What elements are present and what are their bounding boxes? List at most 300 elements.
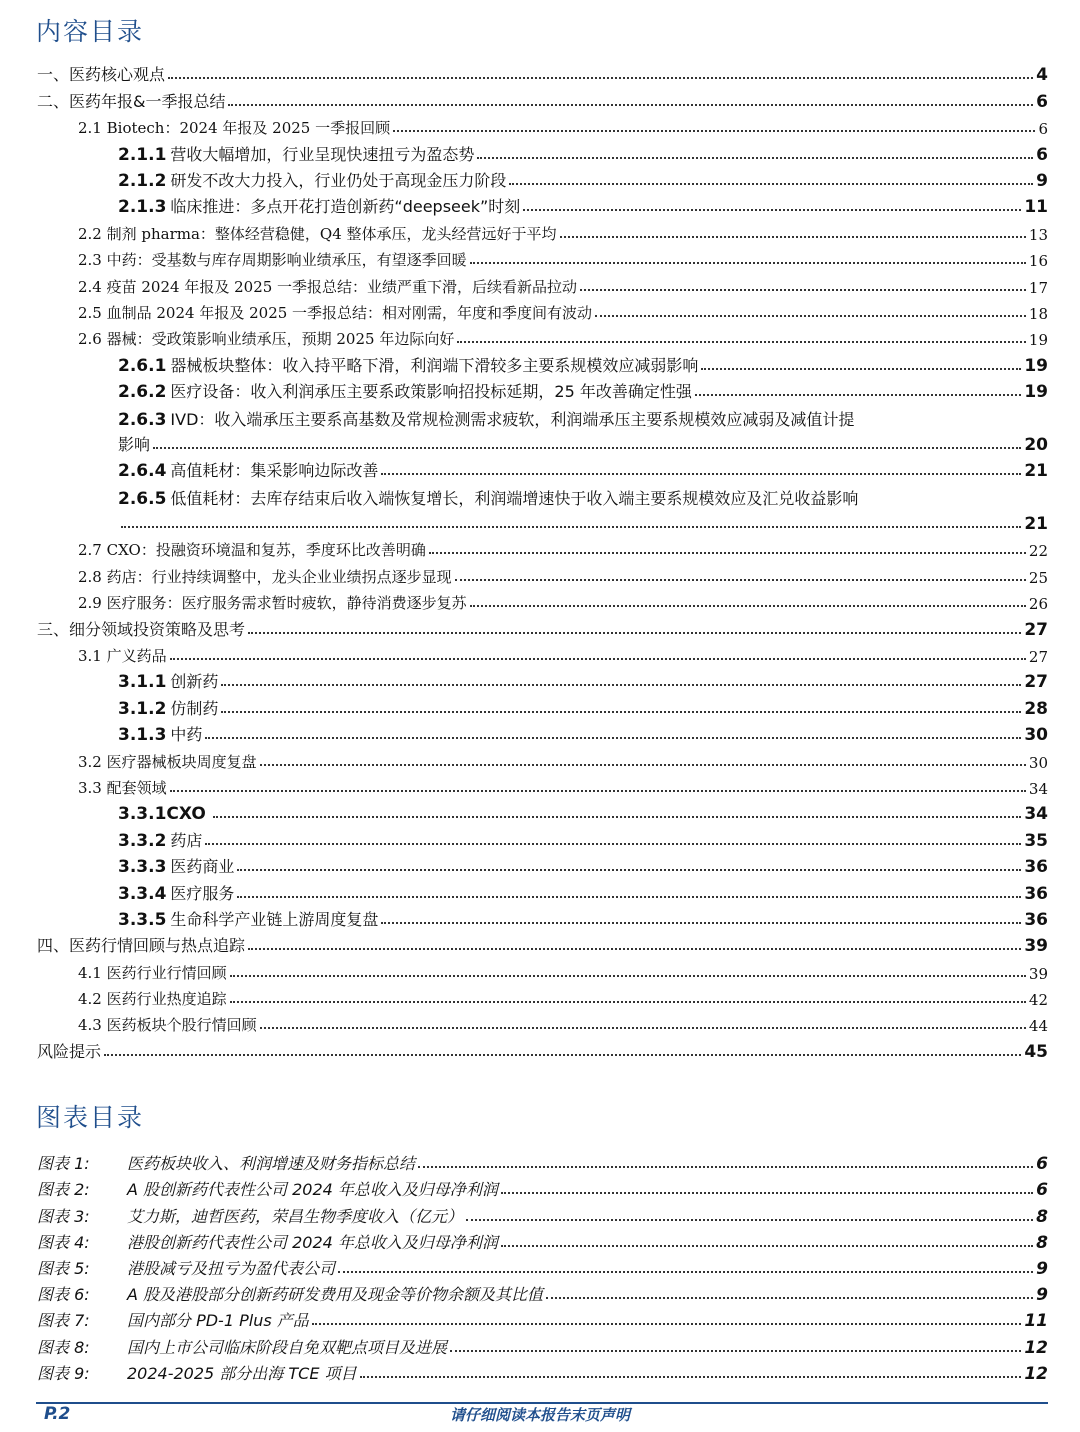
dot-leader xyxy=(205,843,1021,845)
toc-entry-line xyxy=(78,1011,1048,1035)
toc-entry-label xyxy=(78,249,467,270)
toc-page-number: 27 xyxy=(1024,672,1048,693)
figure-entry-line xyxy=(37,1150,1048,1174)
dot-leader xyxy=(237,869,1021,871)
dot-leader xyxy=(429,552,1026,554)
toc-entry-number: 2.6.2 xyxy=(118,382,167,403)
figure-number: 图表 4: xyxy=(37,1232,90,1252)
toc-page-number: 11 xyxy=(1024,197,1048,218)
toc-entry[interactable] xyxy=(0,300,1080,326)
figure-page-number: 9 xyxy=(1036,1285,1048,1306)
toc-entry-title: 2.5 血制品 2024 年报及 2025 一季报总结：相对刚需，年度和季度间有波动 xyxy=(78,303,593,322)
toc-entry-label-line1 xyxy=(118,407,854,430)
toc-entry-line xyxy=(118,167,1048,191)
toc-entry[interactable] xyxy=(0,220,1080,246)
figure-number: 图表 3: xyxy=(37,1206,90,1226)
dot-leader xyxy=(221,684,1021,686)
toc-entry-title: 医药商业 xyxy=(170,857,235,877)
figure-title: A 股创新药代表性公司 2024 年总收入及归母净利润 xyxy=(127,1180,498,1200)
toc-entry-label xyxy=(118,804,210,824)
toc-entry-label xyxy=(37,1039,101,1062)
footer-disclaimer-note: 请仔细阅读本报告末页声明 xyxy=(449,1406,630,1424)
figure-number: 图表 8: xyxy=(37,1337,90,1357)
toc-page-number: 21 xyxy=(1024,514,1048,535)
toc-entry-label xyxy=(78,302,592,323)
figure-page-number: 12 xyxy=(1024,1337,1048,1358)
toc-entry-title: 2.4 疫苗 2024 年报及 2025 一季报总结：业绩严重下滑，后续看新品拉动 xyxy=(78,277,578,296)
toc-entry-label xyxy=(118,432,150,455)
toc-entry[interactable] xyxy=(0,959,1080,985)
dot-leader xyxy=(312,1323,1022,1325)
dot-leader xyxy=(213,816,1021,818)
toc-entry-line xyxy=(118,668,1048,692)
toc-entry-line xyxy=(118,457,1048,481)
toc-entry-label xyxy=(78,645,167,666)
figure-page-number: 9 xyxy=(1036,1258,1048,1279)
toc-entry-title: 2.9 医疗服务：医疗服务需求暂时疲软，静待消费逐步复苏 xyxy=(78,594,467,613)
dot-leader xyxy=(170,790,1026,792)
toc-page-number: 34 xyxy=(1024,804,1048,825)
toc-entry-number: 2.6.1 xyxy=(118,355,167,376)
toc-entry-line xyxy=(78,325,1048,349)
dot-leader xyxy=(168,77,1033,79)
toc-entry[interactable] xyxy=(0,616,1080,642)
toc-page-number: 39 xyxy=(1028,964,1048,983)
toc-entry-title: 一、医药核心观点 xyxy=(37,65,166,85)
toc-entry[interactable] xyxy=(0,643,1080,669)
toc-entry[interactable] xyxy=(0,326,1080,352)
toc-page-number: 27 xyxy=(1028,648,1048,667)
toc-entry-title: 二、医药年报&一季报总结 xyxy=(37,91,226,111)
figure-page-number: 11 xyxy=(1024,1311,1048,1332)
dot-leader xyxy=(470,605,1026,607)
toc-entry-label xyxy=(118,194,520,217)
toc-page-number: 25 xyxy=(1028,568,1048,587)
toc-entry-number: 2.6.3 xyxy=(118,410,167,431)
toc-entry-line xyxy=(78,642,1048,666)
toc-page-number: 21 xyxy=(1024,461,1048,482)
dot-leader xyxy=(455,579,1026,581)
toc-entry[interactable] xyxy=(0,247,1080,273)
toc-page-number: 30 xyxy=(1028,753,1048,772)
figure-page-number: 6 xyxy=(1036,1154,1048,1175)
toc-entry-title: IVD：收入端承压主要系高基数及常规检测需求疲软，利润端承压主要系规模效应减弱及减值计提 xyxy=(170,410,855,430)
toc-page-number: 45 xyxy=(1024,1041,1048,1062)
toc-entry-title: 2.7 CXO：投融资环境温和复苏，季度环比改善明确 xyxy=(78,541,426,560)
dot-leader xyxy=(153,447,1021,449)
toc-entry-line xyxy=(118,853,1048,877)
dot-leader xyxy=(477,157,1033,159)
toc-entry-number: 3.3.5 xyxy=(118,909,167,930)
figure-page-number: 6 xyxy=(1036,1180,1048,1201)
footer-page-number: P.2 xyxy=(44,1404,71,1424)
toc-entry-title: 3.3 配套领域 xyxy=(78,778,167,797)
figure-entry-label xyxy=(37,1256,335,1279)
toc-entry-number: 2.1.1 xyxy=(118,144,167,165)
toc-entry-title: 四、医药行情回顾与热点追踪 xyxy=(37,936,246,956)
toc-entry[interactable] xyxy=(0,880,1080,906)
dot-leader xyxy=(509,183,1033,185)
toc-page-number: 6 xyxy=(1036,91,1048,112)
toc-entry-line xyxy=(78,114,1048,138)
toc-entry-label xyxy=(78,566,452,587)
toc-entry-label xyxy=(37,617,245,640)
toc-entry-line xyxy=(118,695,1048,719)
toc-entry-label xyxy=(118,854,234,877)
toc-entry[interactable] xyxy=(0,62,1080,88)
toc-entry-title: 4.3 医药板块个股行情回顾 xyxy=(78,1016,257,1035)
dot-leader xyxy=(595,315,1026,317)
toc-entry-line xyxy=(78,959,1048,983)
toc-entry-title: 4.2 医药行业热度追踪 xyxy=(78,990,227,1009)
toc-entry-line xyxy=(118,721,1048,745)
toc-entry-title: 药店 xyxy=(170,830,203,850)
toc-entry[interactable] xyxy=(0,669,1080,695)
dot-leader xyxy=(393,130,1035,132)
toc-entry-label xyxy=(118,722,202,745)
toc-entry[interactable] xyxy=(0,88,1080,114)
toc-entry-number: 2.1.3 xyxy=(118,197,167,218)
toc-entry-number: 3.3.1CXO xyxy=(118,804,206,825)
dot-leader xyxy=(457,341,1026,343)
figure-entry-label xyxy=(37,1177,498,1200)
toc-entry-title: 器械板块整体：收入持平略下滑，利润端下滑较多主要系规模效应减弱影响 xyxy=(170,355,699,375)
dot-leader xyxy=(205,737,1021,739)
toc-entry-line xyxy=(78,563,1048,587)
figure-entry-label xyxy=(37,1230,498,1253)
toc-entry-title: 医疗服务 xyxy=(170,883,235,903)
toc-entry-title: 生命科学产业链上游周度复盘 xyxy=(170,909,379,929)
dot-leader xyxy=(360,1376,1022,1378)
figure-title: A 股及港股部分创新药研发费用及现金等价物余额及其比值 xyxy=(127,1285,544,1305)
toc-entry-label xyxy=(118,881,234,904)
figure-entry-line xyxy=(37,1255,1048,1279)
toc-page-number: 36 xyxy=(1024,909,1048,930)
figure-entry-line xyxy=(37,1307,1048,1331)
toc-entry-label xyxy=(118,458,378,481)
toc-page-number: 20 xyxy=(1024,434,1048,455)
figure-index-entry[interactable] xyxy=(0,1203,1080,1229)
toc-entry[interactable] xyxy=(0,352,1080,378)
toc-entry[interactable] xyxy=(0,1012,1080,1038)
toc-entry[interactable] xyxy=(0,115,1080,141)
toc-entry-number: 2.1.2 xyxy=(118,170,167,191)
toc-entry-title: 3.2 医疗器械板块周度复盘 xyxy=(78,752,257,771)
toc-page-number: 26 xyxy=(1028,595,1048,614)
figure-entry-label xyxy=(37,1282,543,1305)
toc-entry-number: 3.1.2 xyxy=(118,698,167,719)
toc-entry[interactable] xyxy=(0,168,1080,194)
figure-entry-line xyxy=(37,1176,1048,1200)
toc-entry-title: 2.8 药店：行业持续调整中，龙头企业业绩拐点逐步显现 xyxy=(78,567,452,586)
dot-leader xyxy=(338,1271,1033,1273)
toc-page-number: 17 xyxy=(1028,278,1048,297)
toc-page-number: 16 xyxy=(1028,252,1048,271)
toc-entry[interactable] xyxy=(0,827,1080,853)
figure-index-entry[interactable] xyxy=(0,1230,1080,1256)
dot-leader xyxy=(248,632,1021,634)
toc-entry-label xyxy=(118,828,202,851)
figure-title: 港股减亏及扭亏为盈代表公司 xyxy=(127,1258,336,1278)
toc-entry-line xyxy=(118,352,1048,376)
toc-entry[interactable] xyxy=(0,273,1080,299)
dot-leader xyxy=(381,473,1021,475)
toc-entry-number: 2.6.5 xyxy=(118,489,167,510)
toc-page-number: 13 xyxy=(1028,225,1048,244)
toc-page-number: 18 xyxy=(1028,304,1048,323)
toc-entry[interactable] xyxy=(0,405,1080,458)
figure-entry-label xyxy=(37,1308,309,1331)
dot-leader xyxy=(450,1350,1021,1352)
dot-leader xyxy=(121,526,1021,528)
toc-entry-label xyxy=(118,379,692,402)
figure-title: 国内上市公司临床阶段自免双靶点项目及进展 xyxy=(127,1337,448,1357)
toc-entry[interactable] xyxy=(0,907,1080,933)
toc-heading: 内容目录 xyxy=(36,17,145,46)
toc-entry[interactable] xyxy=(0,748,1080,774)
toc-entry-label xyxy=(78,988,227,1009)
dot-leader xyxy=(560,236,1026,238)
toc-page-number: 6 xyxy=(1036,144,1048,165)
figure-title: 艾力斯，迪哲医药，荣昌生物季度收入（亿元） xyxy=(127,1206,464,1226)
toc-entry-title: 4.1 医药行业行情回顾 xyxy=(78,963,227,982)
dot-leader xyxy=(695,394,1021,396)
figure-page-number: 8 xyxy=(1036,1232,1048,1253)
toc-entry-label xyxy=(118,142,474,165)
figure-title: 港股创新药代表性公司 2024 年总收入及归母净利润 xyxy=(127,1232,498,1252)
dot-leader xyxy=(523,209,1021,211)
figure-index-entry[interactable] xyxy=(0,1177,1080,1203)
dot-leader xyxy=(501,1245,1033,1247)
figure-entry-line xyxy=(37,1360,1048,1384)
toc-entry-line xyxy=(78,246,1048,270)
toc-page-number: 30 xyxy=(1024,725,1048,746)
figure-index-entry[interactable] xyxy=(0,1334,1080,1360)
toc-entry-line xyxy=(78,589,1048,613)
toc-entry-title: 仿制药 xyxy=(170,698,219,718)
toc-entry[interactable] xyxy=(0,1038,1080,1064)
toc-entry-title: 低值耗材：去库存结束后收入端恢复增长，利润端增速快于收入端主要系规模效应及汇兑收益影响 xyxy=(170,489,859,509)
dot-leader xyxy=(501,1192,1033,1194)
dot-leader xyxy=(546,1297,1033,1299)
toc-entry[interactable] xyxy=(0,194,1080,220)
toc-entry[interactable] xyxy=(0,986,1080,1012)
toc-page-number: 36 xyxy=(1024,857,1048,878)
figure-index-entry[interactable] xyxy=(0,1256,1080,1282)
figure-entry-line xyxy=(37,1203,1048,1227)
dot-leader xyxy=(237,896,1021,898)
toc-entry-title: 临床推进：多点开花打造创新药“deepseek”时刻 xyxy=(170,197,521,217)
figure-number: 图表 2: xyxy=(37,1180,90,1200)
toc-entry-label-line1 xyxy=(118,486,858,509)
toc-entry-label xyxy=(78,751,257,772)
toc-entry-title: 3.1 广义药品 xyxy=(78,647,167,666)
toc-entry-line xyxy=(37,932,1048,956)
toc-entry-line xyxy=(78,985,1048,1009)
toc-entry-label xyxy=(37,933,245,956)
toc-page-number: 34 xyxy=(1028,779,1048,798)
dot-leader xyxy=(470,262,1026,264)
toc-entry-line xyxy=(118,431,1048,455)
dot-leader xyxy=(248,948,1021,950)
toc-page-number: 19 xyxy=(1028,331,1048,350)
toc-entry-label xyxy=(78,539,426,560)
toc-entry[interactable] xyxy=(0,537,1080,563)
toc-entry-label xyxy=(78,276,577,297)
toc-entry-line xyxy=(78,220,1048,244)
figure-number: 图表 5: xyxy=(37,1258,90,1278)
dot-leader xyxy=(230,975,1026,977)
toc-entry-number: 3.3.3 xyxy=(118,857,167,878)
toc-entry-line xyxy=(118,193,1048,217)
toc-entry-label xyxy=(78,223,557,244)
toc-entry[interactable] xyxy=(0,775,1080,801)
toc-entry[interactable] xyxy=(0,484,1080,537)
toc-entry-line xyxy=(78,536,1048,560)
toc-entry[interactable] xyxy=(0,563,1080,589)
toc-entry-line xyxy=(118,827,1048,851)
dot-leader xyxy=(221,711,1021,713)
toc-page-number: 4 xyxy=(1036,65,1048,86)
dot-leader xyxy=(170,658,1026,660)
toc-entry-label xyxy=(37,89,225,112)
toc-entry-label xyxy=(118,168,506,191)
toc-entry-title: 2.6 器械：受政策影响业绩承压，预期 2025 年边际向好 xyxy=(78,330,455,349)
figure-title: 医药板块收入、利润增速及财务指标总结 xyxy=(127,1154,416,1174)
toc-page-number: 39 xyxy=(1024,936,1048,957)
toc-entry-line xyxy=(78,299,1048,323)
toc-entry-label xyxy=(78,117,390,138)
toc-entry[interactable] xyxy=(0,722,1080,748)
toc-entry-title: 研发不改大力投入，行业仍处于高现金压力阶段 xyxy=(170,170,507,190)
toc-page-number: 36 xyxy=(1024,883,1048,904)
toc-entry-line xyxy=(37,61,1048,85)
dot-leader xyxy=(701,368,1021,370)
toc-page-number: 44 xyxy=(1028,1017,1048,1036)
toc-entry-title: 营收大幅增加，行业呈现快速扭亏为盈态势 xyxy=(170,144,475,164)
toc-page-number: 27 xyxy=(1024,619,1048,640)
figure-entry-label xyxy=(37,1335,447,1358)
figure-entry-line xyxy=(37,1334,1048,1358)
toc-entry-line xyxy=(118,378,1048,402)
toc-entry-line xyxy=(118,141,1048,165)
toc-entry[interactable] xyxy=(0,458,1080,484)
dot-leader xyxy=(466,1219,1033,1221)
toc-entry-title: 2.2 制剂 pharma：整体经营稳健，Q4 整体承压，龙头经营远好于平均 xyxy=(78,224,557,243)
toc-entry-line xyxy=(118,510,1048,534)
toc-page-number: 9 xyxy=(1036,170,1048,191)
toc-entry-title-line2: 影响 xyxy=(118,434,151,454)
figure-index-heading: 图表目录 xyxy=(36,1103,145,1132)
toc-entry[interactable] xyxy=(0,379,1080,405)
toc-entry-label xyxy=(37,62,165,85)
toc-entry-title: 医疗设备：收入利润承压主要系政策影响招投标延期，25 年改善确定性强 xyxy=(170,382,692,402)
figure-index-entry[interactable] xyxy=(0,1308,1080,1334)
toc-entry-label xyxy=(118,353,698,376)
toc-entry-title: 中药 xyxy=(170,725,203,745)
figure-page-number: 8 xyxy=(1036,1206,1048,1227)
toc-entry-label xyxy=(78,777,167,798)
figure-entry-label xyxy=(37,1361,357,1384)
dot-leader xyxy=(580,289,1026,291)
toc-entry-line xyxy=(78,273,1048,297)
figure-entry-line xyxy=(37,1229,1048,1253)
toc-entry-label xyxy=(78,962,227,983)
toc-page-number: 28 xyxy=(1024,698,1048,719)
toc-page-number: 42 xyxy=(1028,991,1048,1010)
figure-index-list xyxy=(0,1151,1080,1387)
toc-entry-line xyxy=(118,880,1048,904)
toc-entry-title: 风险提示 xyxy=(37,1041,102,1061)
toc-entry-label xyxy=(118,696,218,719)
toc-entry-number: 3.1.1 xyxy=(118,672,167,693)
toc-entry-line xyxy=(37,88,1048,112)
toc-entry-number: 2.6.4 xyxy=(118,461,167,482)
dot-leader xyxy=(104,1054,1021,1056)
figure-index-entry[interactable] xyxy=(0,1282,1080,1308)
toc-page-number: 22 xyxy=(1028,542,1048,561)
toc-entry-number: 3.1.3 xyxy=(118,725,167,746)
toc-entry-line xyxy=(37,1038,1048,1062)
toc-entry-line xyxy=(78,748,1048,772)
dot-leader xyxy=(228,104,1033,106)
toc-entry-line xyxy=(37,616,1048,640)
dot-leader xyxy=(381,922,1021,924)
toc-entry-label xyxy=(78,1014,257,1035)
figure-entry-label xyxy=(37,1151,415,1174)
toc-entry-title: 高值耗材：集采影响边际改善 xyxy=(170,461,379,481)
toc-entry[interactable] xyxy=(0,141,1080,167)
toc-page-number: 35 xyxy=(1024,830,1048,851)
toc-entry[interactable] xyxy=(0,933,1080,959)
toc-page-number: 6 xyxy=(1038,120,1048,139)
dot-leader xyxy=(260,1027,1026,1029)
toc-entry-title: 2.3 中药：受基数与库存周期影响业绩承压，有望逐季回暖 xyxy=(78,251,467,270)
figure-number: 图表 1: xyxy=(37,1154,90,1174)
toc-entry-label xyxy=(118,669,218,692)
figure-number: 图表 9: xyxy=(37,1363,90,1383)
figure-index-entry[interactable] xyxy=(0,1361,1080,1387)
toc-entry-line xyxy=(118,906,1048,930)
toc-entry-title: 创新药 xyxy=(170,672,219,692)
toc-entry-label xyxy=(78,328,454,349)
toc-entry-title: 三、细分领域投资策略及思考 xyxy=(37,619,246,639)
toc-entry-line xyxy=(118,800,1048,824)
dot-leader xyxy=(418,1166,1033,1168)
toc-entry-number: 3.3.2 xyxy=(118,830,167,851)
toc-entry-line xyxy=(78,774,1048,798)
toc-list xyxy=(0,62,1080,1065)
figure-page-number: 12 xyxy=(1024,1363,1048,1384)
dot-leader xyxy=(230,1001,1026,1003)
toc-page-number: 19 xyxy=(1024,382,1048,403)
toc-entry[interactable] xyxy=(0,695,1080,721)
figure-entry-label xyxy=(37,1204,463,1227)
toc-entry[interactable] xyxy=(0,801,1080,827)
toc-entry-label xyxy=(118,907,378,930)
toc-entry-title: 2.1 Biotech：2024 年报及 2025 一季报回顾 xyxy=(78,119,391,138)
toc-entry[interactable] xyxy=(0,590,1080,616)
figure-entry-line xyxy=(37,1281,1048,1305)
figure-number: 图表 7: xyxy=(37,1311,90,1331)
toc-entry-label xyxy=(78,592,467,613)
figure-number: 图表 6: xyxy=(37,1285,90,1305)
figure-index-entry[interactable] xyxy=(0,1151,1080,1177)
dot-leader xyxy=(260,764,1026,766)
figure-title: 国内部分 PD-1 Plus 产品 xyxy=(127,1311,309,1331)
toc-entry-number: 3.3.4 xyxy=(118,883,167,904)
toc-entry[interactable] xyxy=(0,854,1080,880)
